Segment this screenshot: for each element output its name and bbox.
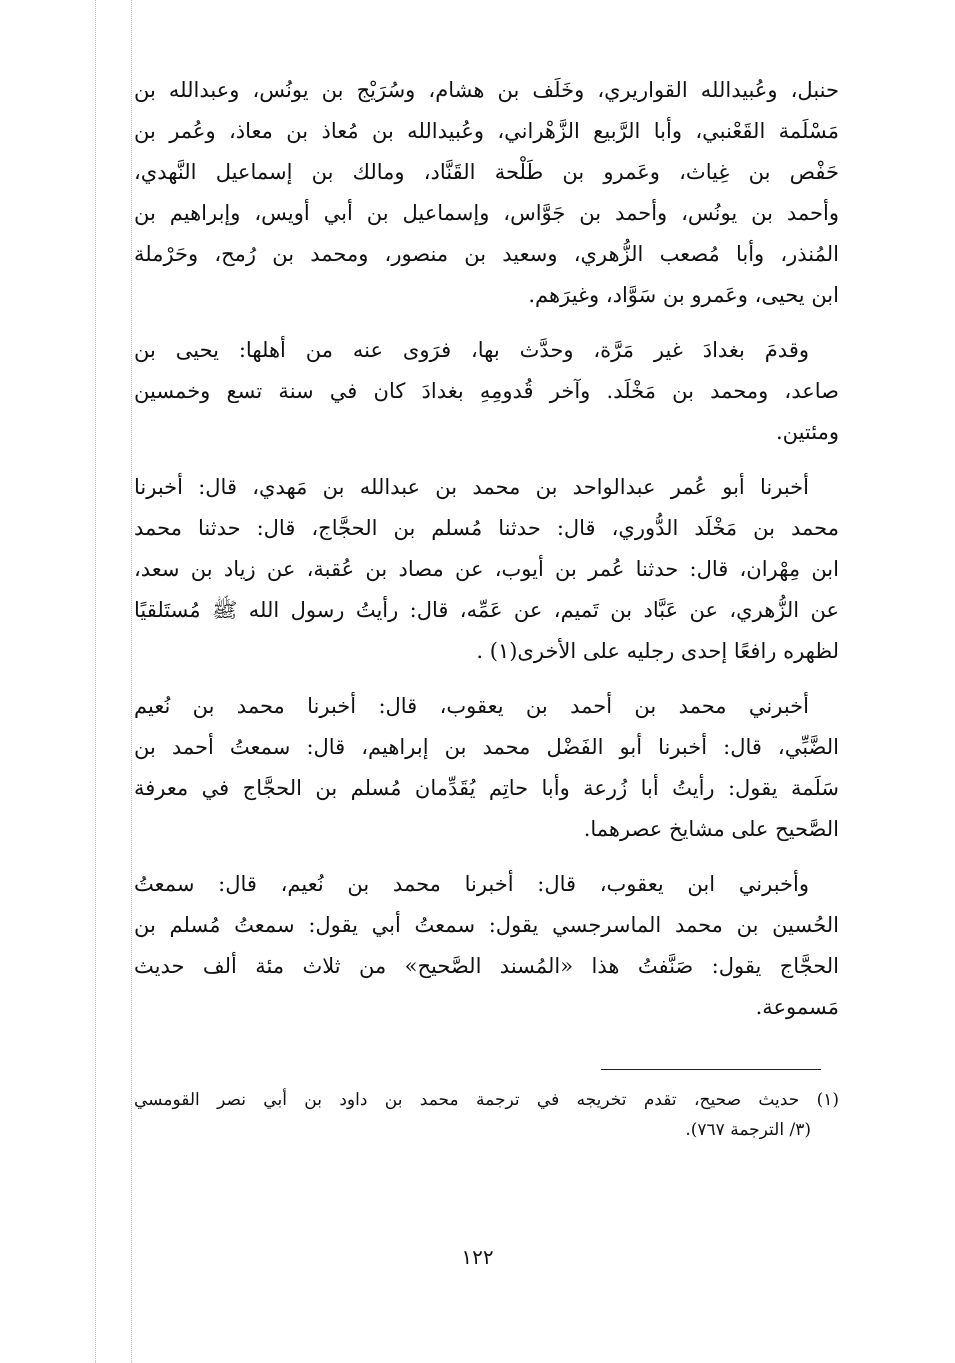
text-line: عن الزُّهري، عن عَبَّاد بن تَميم، عن عَمِّه، قال: رأيتُ رسول الله ﷺ مُستَلقيًا xyxy=(134,598,839,622)
text-line: حَفْص بن غِياث، وعَمرو بن طَلْحة القَنَّاد، ومالك بن إسماعيل النَّهدي، xyxy=(134,160,839,184)
text-line: محمد بن مَخْلَد الدُّوري، قال: حدثنا مُسلم بن الحجَّاج، قال: حدثنا محمد xyxy=(134,516,839,540)
paragraph xyxy=(134,330,839,453)
scan-margin-dots xyxy=(131,0,132,1363)
paragraph xyxy=(134,70,839,316)
scan-margin-dots xyxy=(95,0,96,1363)
text-line: ابن يحيى، وعَمرو بن سَوَّاد، وغيرَهم. xyxy=(528,283,839,307)
text-line: أخبرنا أبو عُمر عبدالواحد بن محمد بن عبدالله بن مَهدي، قال: أخبرنا xyxy=(134,475,809,499)
text-line: وأحمد بن يونُس، وأحمد بن جَوَّاس، وإسماعيل بن أبي أويس، وإبراهيم بن xyxy=(134,201,839,225)
text-line: وأخبرني ابن يعقوب، قال: أخبرنا محمد بن نُعيم، قال: سمعتُ xyxy=(134,872,809,896)
text-line: مَسموعة. xyxy=(755,995,839,1019)
text-line: وقدمَ بغدادَ غير مَرَّة، وحدَّث بها، فرَوى عنه من أهلها: يحيى بن xyxy=(134,338,809,362)
footnote-line: (٣/ الترجمة ٧٦٧). xyxy=(685,1120,811,1140)
page-number: ١٢٢ xyxy=(461,1245,494,1269)
text-line: أخبرني محمد بن أحمد بن يعقوب، قال: أخبرنا محمد بن نُعيم xyxy=(134,694,809,718)
text-line: ومئتين. xyxy=(775,420,839,444)
text-line: الحُسين بن محمد الماسرجسي يقول: سمعتُ أبي يقول: سمعتُ مُسلم بن xyxy=(134,913,839,937)
text-line: سَلَمة يقول: رأيتُ أبا زُرعة وأبا حاتِم يُقَدِّمان مُسلم بن الحجَّاج في معرفة xyxy=(134,776,839,800)
main-text xyxy=(134,70,839,1042)
footnote-separator xyxy=(601,1069,821,1070)
text-line: الصَّحيح على مشايخ عصرهما. xyxy=(583,817,839,841)
footnote-line: (١) حديث صحيح، تقدم تخريجه في ترجمة محمد بن داود بن أبي نصر القومسي xyxy=(134,1090,839,1110)
paragraph xyxy=(134,467,839,672)
text-line: حنبل، وعُبيدالله القواريري، وخَلَف بن هشام، وسُرَيْج بن يونُس، وعبدالله بن xyxy=(134,78,839,102)
text-line: الضَّبِّي، قال: أخبرنا أبو الفَضْل محمد بن إبراهيم، قال: سمعتُ أحمد بن xyxy=(134,735,839,759)
text-line: لظهره رافعًا إحدى رجليه على الأخرى(١) . xyxy=(476,639,839,663)
text-line: صاعد، ومحمد بن مَخْلَد. وآخر قُدومِهِ بغدادَ كان في سنة تسع وخمسين xyxy=(134,379,839,403)
text-line: ابن مِهْران، قال: حدثنا عُمر بن أيوب، عن مصاد بن عُقبة، عن زياد بن سعد، xyxy=(134,557,839,581)
text-line: المُنذر، وأبا مُصعب الزُّهري، وسعيد بن منصور، ومحمد بن رُمح، وحَرْملة xyxy=(134,242,839,266)
paragraph xyxy=(134,686,839,850)
footnote xyxy=(134,1085,839,1145)
text-line: مَسْلَمة القَعْنبي، وأبا الرَّبيع الزَّهْراني، وعُبيدالله بن مُعاذ بن معاذ، وعُمر بن xyxy=(134,119,839,143)
text-line: الحجَّاج يقول: صَنَّفتُ هذا «المُسند الصَّحيح» من ثلاث مئة ألف حديث xyxy=(134,954,839,978)
paragraph xyxy=(134,864,839,1028)
